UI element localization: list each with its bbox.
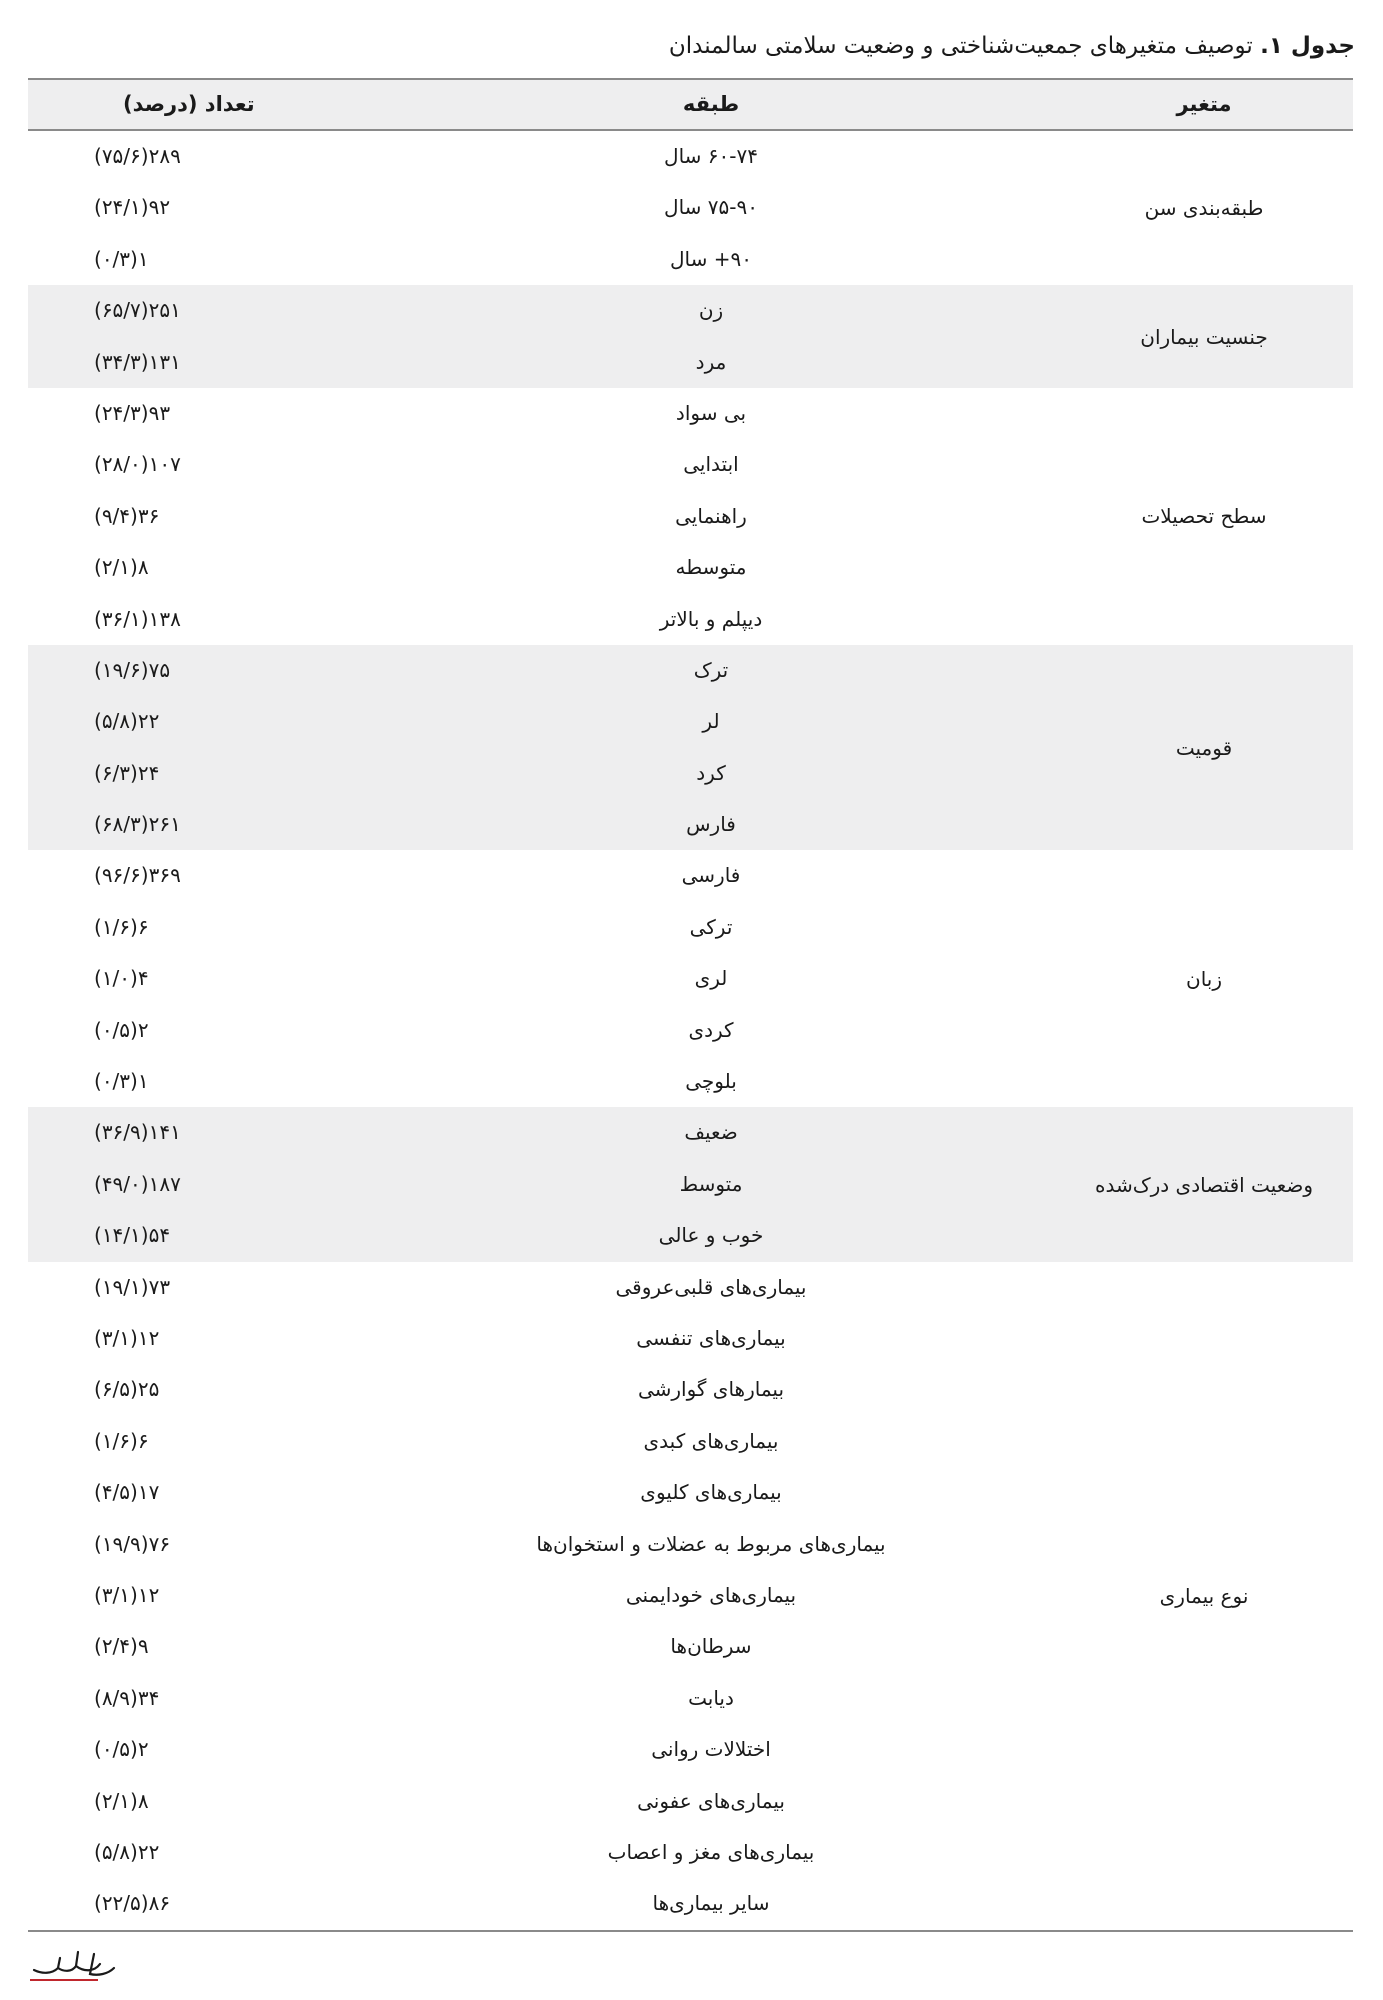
count-cell: ۲۵۱(۶۵/۷) <box>94 298 181 323</box>
table-row <box>28 1776 1055 1827</box>
demographics-table <box>28 78 1353 1932</box>
table-row <box>28 1570 1055 1621</box>
table-caption <box>28 26 1355 66</box>
table-row <box>28 542 1055 593</box>
count-cell: ۷۶(۱۹/۹) <box>94 1531 171 1556</box>
count-cell: ۱(۰/۳) <box>94 246 149 271</box>
count-cell: ۱۰۷(۲۸/۰) <box>94 452 181 477</box>
count-cell: ۱۳۸(۳۶/۱) <box>94 606 181 631</box>
table-row <box>28 182 1055 233</box>
count-cell: ۲(۰/۵) <box>94 1737 149 1762</box>
table-row <box>28 1827 1055 1878</box>
category-cell: ۹۰+ سال <box>670 246 752 271</box>
category-cell: بیماری‌های کلیوی <box>640 1480 782 1505</box>
group-rows <box>28 285 1055 388</box>
table-row <box>28 1210 1055 1261</box>
category-cell: مرد <box>695 349 727 374</box>
category-cell: متوسطه <box>675 555 747 580</box>
table-row <box>28 1416 1055 1467</box>
category-cell: راهنمایی <box>675 503 747 528</box>
table-row <box>28 902 1055 953</box>
count-cell: ۱۳۱(۳۴/۳) <box>94 349 181 374</box>
count-cell: ۲۲(۵/۸) <box>94 709 160 734</box>
count-cell: ۹۳(۲۴/۳) <box>94 400 171 425</box>
variable-cell: قومیت <box>1175 735 1233 760</box>
table-group <box>28 1107 1353 1261</box>
category-cell: بیماری‌های مربوط به عضلات و استخوان‌ها <box>536 1531 886 1556</box>
variable-cell: نوع بیماری <box>1159 1583 1249 1608</box>
table-group <box>28 1262 1353 1930</box>
variable-cell: طبقه‌بندی سن <box>1144 196 1264 221</box>
category-cell: بیماری‌های قلبی‌عروقی <box>615 1274 807 1299</box>
count-cell: ۱۸۷(۴۹/۰) <box>94 1171 181 1196</box>
category-cell: فارس <box>686 812 736 837</box>
category-cell: بی سواد <box>675 400 747 425</box>
count-cell: ۱(۰/۳) <box>94 1069 149 1094</box>
count-cell: ۲۲(۵/۸) <box>94 1839 160 1864</box>
count-cell: ۳۴(۸/۹) <box>94 1685 160 1710</box>
count-cell: ۲۶۱(۶۸/۳) <box>94 812 181 837</box>
count-cell: ۹(۲/۴) <box>94 1634 149 1659</box>
count-cell: ۲۵(۶/۵) <box>94 1377 160 1402</box>
category-cell: بیماری‌های مغز و اعصاب <box>607 1839 815 1864</box>
group-rows <box>28 388 1055 645</box>
category-cell: بیماری‌های خودایمنی <box>625 1582 797 1607</box>
category-cell: بیماری‌های تنفسی <box>636 1325 786 1350</box>
variable-cell: سطح تحصیلات <box>1141 504 1267 529</box>
table-row <box>28 1673 1055 1724</box>
count-cell: ۸(۲/۱) <box>94 555 149 580</box>
count-cell: ۲۴(۶/۳) <box>94 760 160 785</box>
table-row <box>28 439 1055 490</box>
count-cell: ۱۷(۴/۵) <box>94 1480 160 1505</box>
salmand-logo <box>28 1944 118 1986</box>
table-row <box>28 1519 1055 1570</box>
table-group <box>28 388 1353 645</box>
table-row <box>28 1621 1055 1672</box>
table-row <box>28 1056 1055 1107</box>
category-cell: بیماری‌های کبدی <box>643 1428 779 1453</box>
category-cell: لری <box>694 966 728 991</box>
category-cell: متوسط <box>679 1171 743 1196</box>
table-group <box>28 131 1353 285</box>
table-body <box>28 131 1353 1930</box>
count-cell: ۳۶۹(۹۶/۶) <box>94 863 181 888</box>
header-variable: متغیر <box>1176 92 1232 116</box>
header-count: تعداد (درصد) <box>123 92 255 116</box>
caption-text: توصیف متغیرهای جمعیت‌شناختی و وضعیت سلامتی سالمندان <box>668 33 1261 59</box>
count-cell: ۷۵(۱۹/۶) <box>94 657 171 682</box>
category-cell: کردی <box>688 1017 734 1042</box>
count-cell: ۱۴۱(۳۶/۹) <box>94 1120 181 1145</box>
category-cell: ترکی <box>689 914 733 939</box>
category-cell: دیابت <box>688 1685 734 1710</box>
variable-cell: زبان <box>1186 966 1223 991</box>
table-row <box>28 1005 1055 1056</box>
group-rows <box>28 850 1055 1107</box>
count-cell: ۶(۱/۶) <box>94 1428 149 1453</box>
table-row <box>28 337 1055 388</box>
category-cell: زن <box>698 298 724 323</box>
table-row <box>28 645 1055 696</box>
category-cell: ۶۰-۷۴ سال <box>664 144 758 168</box>
category-cell: ترک <box>693 657 729 682</box>
table-row <box>28 1262 1055 1313</box>
table-row <box>28 1107 1055 1158</box>
category-cell: ۷۵-۹۰ سال <box>664 195 758 220</box>
table-bottom-rule <box>28 1930 1353 1932</box>
group-rows <box>28 645 1055 851</box>
category-cell: بیمارهای گوارشی <box>637 1377 785 1402</box>
category-cell: خوب و عالی <box>658 1223 764 1248</box>
table-group <box>28 850 1353 1107</box>
count-cell: ۱۲(۳/۱) <box>94 1325 160 1350</box>
table-row <box>28 1878 1055 1929</box>
table-row <box>28 234 1055 285</box>
count-cell: ۶(۱/۶) <box>94 914 149 939</box>
count-cell: ۳۶(۹/۴) <box>94 503 160 528</box>
table-row <box>28 1364 1055 1415</box>
group-rows <box>28 1262 1055 1930</box>
table-group <box>28 285 1353 388</box>
table-row <box>28 388 1055 439</box>
category-cell: ابتدایی <box>683 452 739 477</box>
table-row <box>28 1159 1055 1210</box>
count-cell: ۷۳(۱۹/۱) <box>94 1274 171 1299</box>
table-row <box>28 131 1055 182</box>
count-cell: ۹۲(۲۴/۱) <box>94 195 171 220</box>
table-row <box>28 799 1055 850</box>
count-cell: ۱۲(۳/۱) <box>94 1582 160 1607</box>
category-cell: بلوچی <box>685 1069 737 1094</box>
category-cell: سرطان‌ها <box>670 1634 752 1659</box>
count-cell: ۲۸۹(۷۵/۶) <box>94 144 181 168</box>
category-cell: سایر بیماری‌ها <box>652 1891 770 1916</box>
category-cell: ضعیف <box>684 1120 738 1145</box>
table-row <box>28 748 1055 799</box>
table-row <box>28 953 1055 1004</box>
table-row <box>28 285 1055 336</box>
variable-cell: وضعیت اقتصادی درک‌شده <box>1094 1172 1314 1197</box>
header-category: طبقه <box>682 92 740 116</box>
table-row <box>28 1313 1055 1364</box>
count-cell: ۵۴(۱۴/۱) <box>94 1223 171 1248</box>
caption-label: جدول ۱. <box>1260 33 1355 59</box>
category-cell: دیپلم و بالاتر <box>659 606 763 631</box>
table-row <box>28 1724 1055 1775</box>
count-cell: ۲(۰/۵) <box>94 1017 149 1042</box>
table-row <box>28 850 1055 901</box>
category-cell: اختلالات روانی <box>651 1737 771 1762</box>
category-cell: بیماری‌های عفونی <box>637 1788 785 1813</box>
table-row <box>28 594 1055 645</box>
category-cell: کرد <box>696 760 726 785</box>
group-rows <box>28 131 1055 285</box>
count-cell: ۴(۱/۰) <box>94 966 149 991</box>
category-cell: فارسی <box>681 863 741 888</box>
table-row <box>28 491 1055 542</box>
table-row <box>28 696 1055 747</box>
table-row <box>28 1467 1055 1518</box>
table-group <box>28 645 1353 851</box>
group-rows <box>28 1107 1055 1261</box>
table-header <box>28 78 1353 131</box>
variable-cell: جنسیت بیماران <box>1140 324 1268 349</box>
count-cell: ۸۶(۲۲/۵) <box>94 1891 171 1916</box>
count-cell: ۸(۲/۱) <box>94 1788 149 1813</box>
category-cell: لر <box>702 709 720 734</box>
